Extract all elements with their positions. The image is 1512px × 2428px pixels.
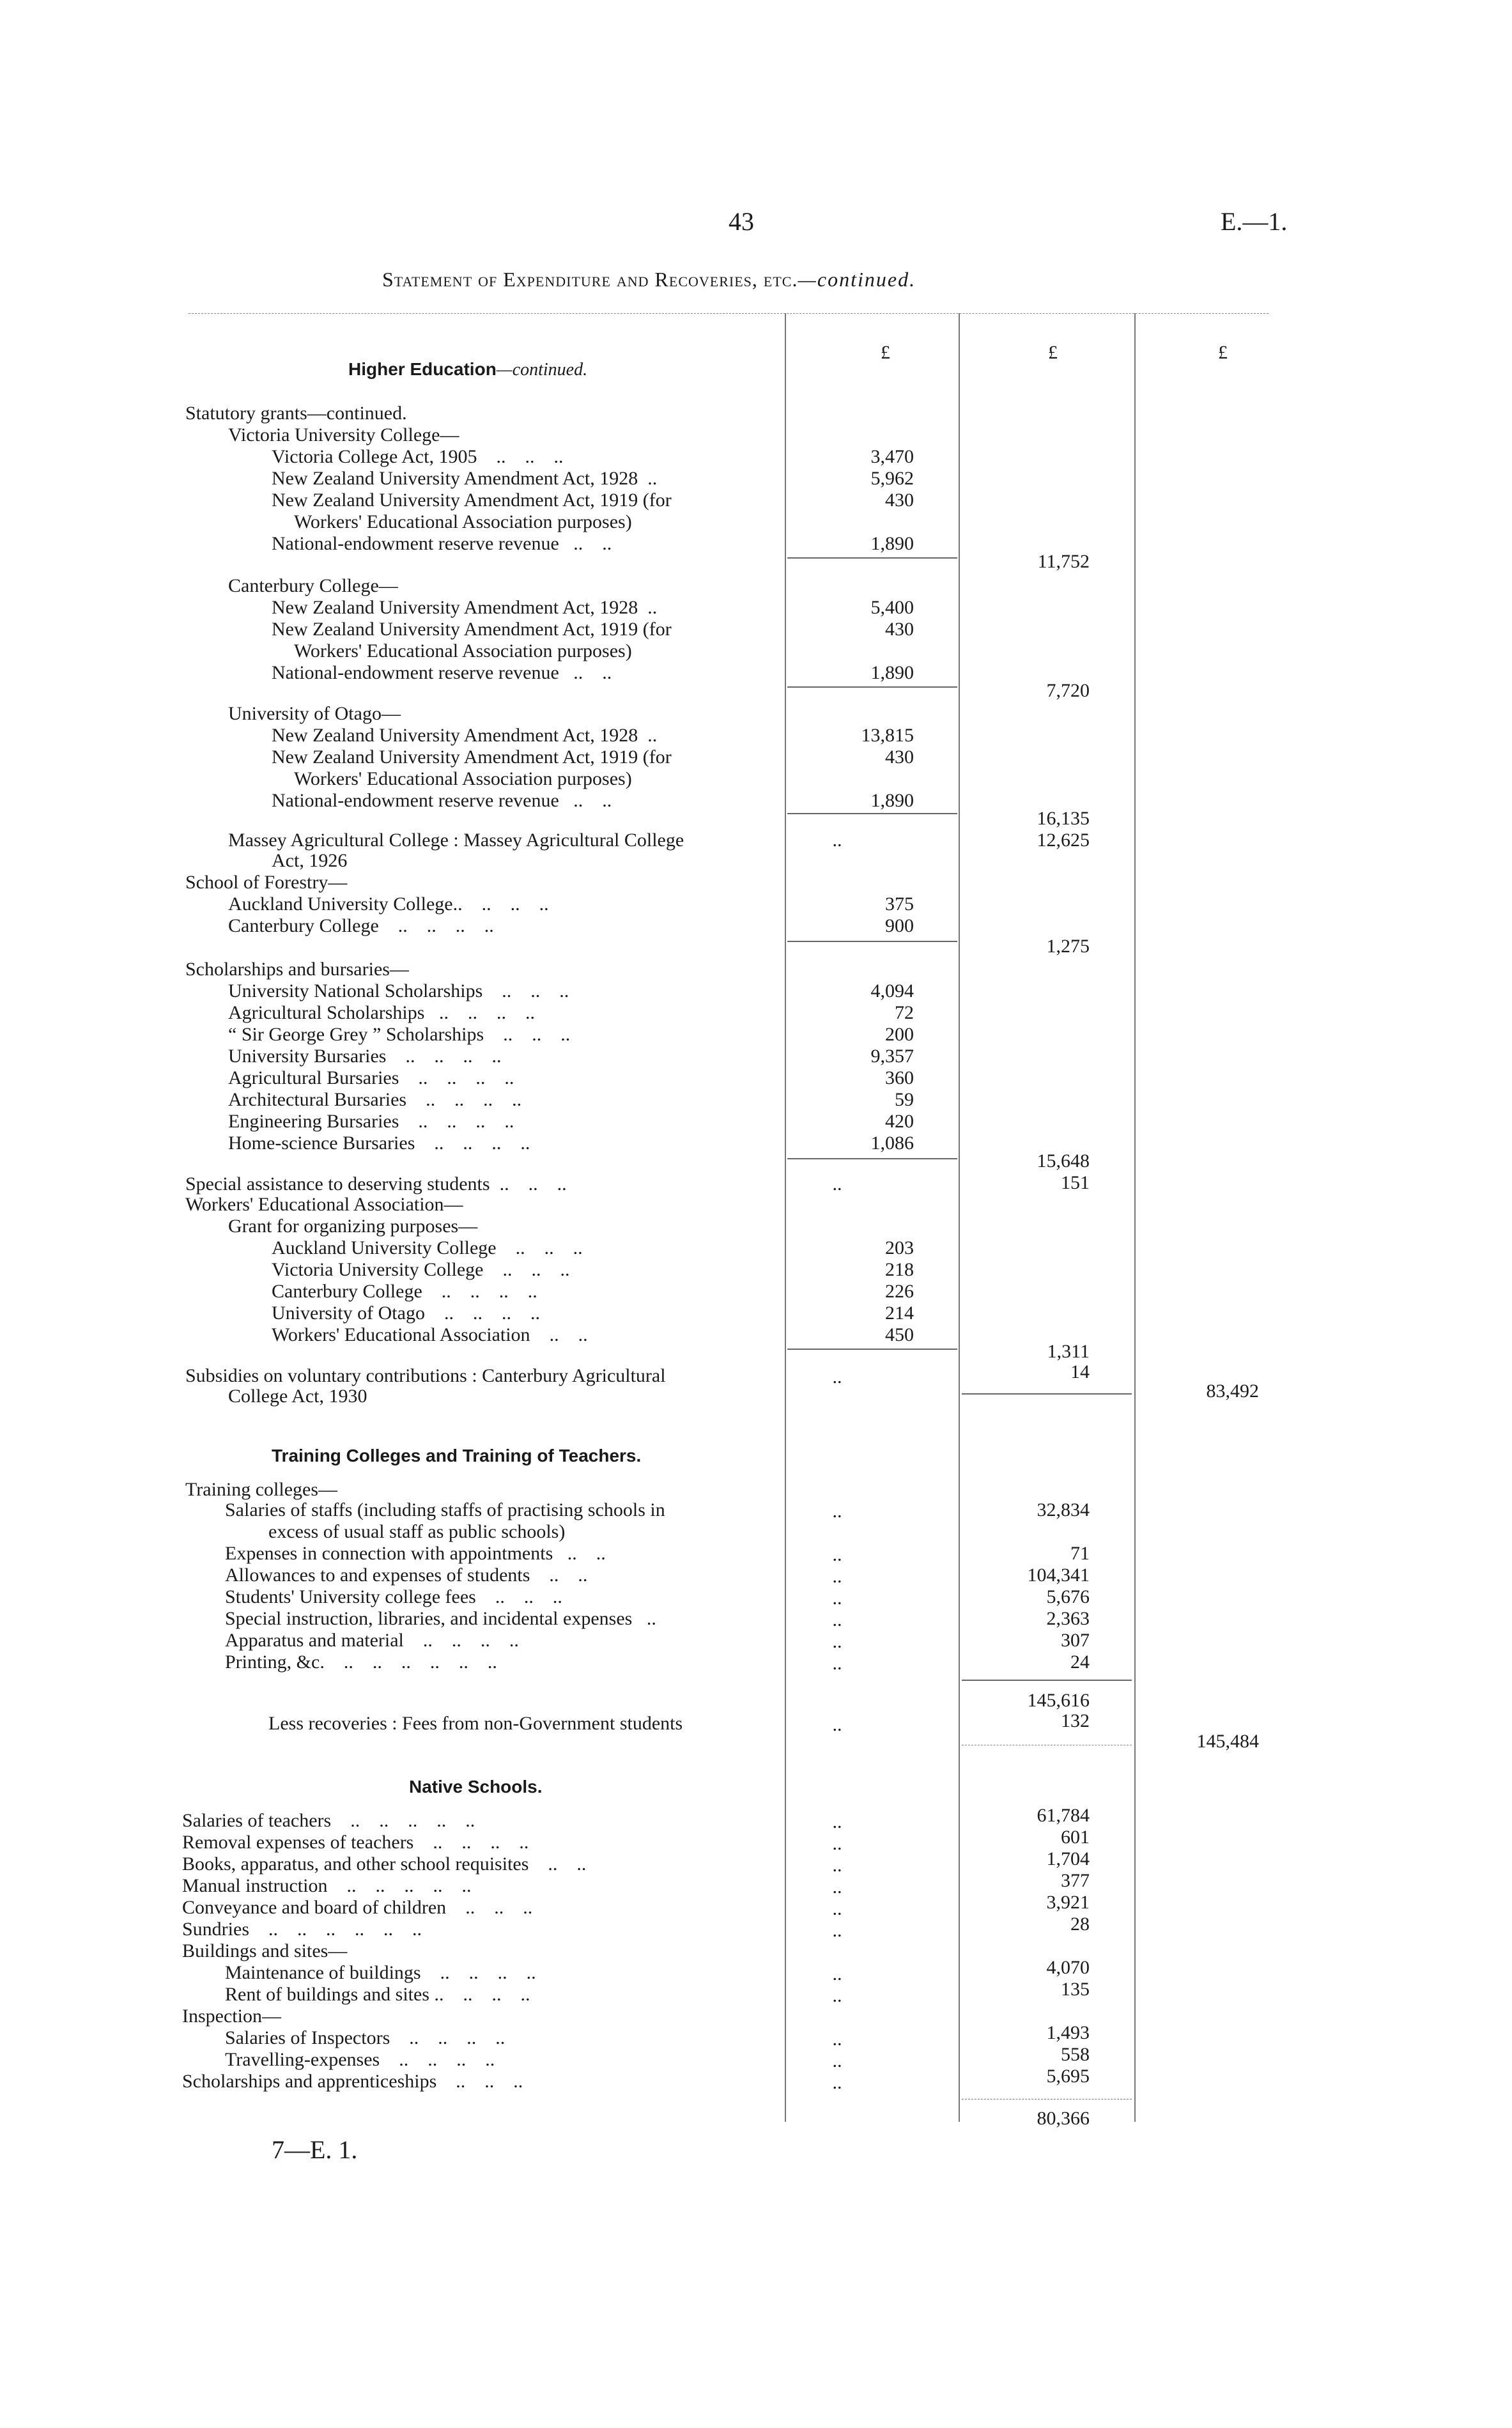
- dot-leader: .. .. .. .. ..: [331, 1810, 475, 1831]
- subtotal-rule: [787, 1158, 957, 1159]
- row-text: Special assistance to deserving students: [185, 1173, 490, 1195]
- special-assistance-col1: ..: [832, 1173, 842, 1195]
- row-label: [228, 1067, 514, 1089]
- row-value: 377: [1061, 1870, 1090, 1891]
- row-text: Rent of buildings and sites ..: [225, 1984, 444, 2005]
- row-value: 9,357: [870, 1046, 914, 1067]
- victoria-label: Victoria University College—: [228, 424, 459, 445]
- row-label: [272, 790, 612, 812]
- row-text: Agricultural Bursaries: [228, 1067, 399, 1088]
- higher-education-heading: [348, 359, 587, 380]
- massey-value: 12,625: [1037, 830, 1090, 851]
- row-label: [225, 1984, 530, 2006]
- row-value: 1,890: [870, 790, 914, 811]
- row-col1: ..: [832, 1566, 842, 1587]
- row-value: 5,676: [1046, 1586, 1090, 1607]
- row-value: 2,363: [1046, 1608, 1090, 1629]
- row-text: University National Scholarships: [228, 980, 483, 1001]
- row-label: [228, 980, 569, 1002]
- inspection-label: Inspection—: [182, 2006, 281, 2027]
- native-scholarships-label: [182, 2071, 523, 2092]
- native-scholarships-col1: ..: [832, 2072, 842, 2093]
- row-text: Salaries of teachers: [182, 1810, 332, 1831]
- row-value: 214: [885, 1303, 914, 1324]
- row-value: 135: [1061, 1979, 1090, 2000]
- row-value: 59: [895, 1089, 914, 1110]
- dot-leader: .. .. .. ..: [420, 1962, 536, 1983]
- row-label: [225, 2049, 495, 2071]
- row-value: 420: [885, 1111, 914, 1132]
- row-value: 1,890: [870, 662, 914, 683]
- signature-mark: 7—E. 1.: [272, 2135, 358, 2164]
- higher-education-total: 83,492: [1206, 1380, 1259, 1402]
- row-text: Scholarships and apprenticeships: [182, 2071, 437, 2092]
- row-label: [272, 597, 657, 619]
- subtotal-rule: [962, 1680, 1132, 1681]
- dot-leader: .. .. ..: [483, 1259, 570, 1280]
- scholarships-subtotal: 15,648: [1037, 1150, 1090, 1171]
- wea-label: Workers' Educational Association—: [185, 1194, 463, 1215]
- row-value: 601: [1061, 1827, 1090, 1848]
- row-text: Maintenance of buildings: [225, 1962, 421, 1983]
- dot-leader: .. ..: [553, 1543, 606, 1564]
- higher-education-heading-suffix: —continued.: [496, 360, 588, 380]
- dot-leader: .. .. ..: [444, 1984, 530, 2005]
- row-text: Books, apparatus, and other school requisites: [182, 1853, 529, 1875]
- subsidies-value: 14: [1070, 1361, 1090, 1382]
- row-value: 558: [1061, 2044, 1090, 2065]
- training-colleges-label: Training colleges—: [185, 1479, 338, 1500]
- row-col1: ..: [832, 1653, 842, 1674]
- row-text: National-endowment reserve revenue: [272, 790, 559, 811]
- row-text: Victoria University College: [272, 1259, 484, 1280]
- row-text: New Zealand University Amendment Act, 1928: [272, 597, 638, 618]
- row-label-continued: Workers' Educational Association purposes): [294, 768, 632, 789]
- row-col1: ..: [832, 1876, 842, 1898]
- row-col1: ..: [832, 1544, 842, 1565]
- row-value: 13,815: [861, 725, 914, 746]
- row-label-continued: Workers' Educational Association purposes): [294, 640, 632, 661]
- row-col1: ..: [832, 1833, 842, 1854]
- massey-label-continued: Act, 1926: [272, 850, 348, 871]
- row-label: [228, 1133, 530, 1154]
- row-label: [228, 1046, 501, 1067]
- row-text: Apparatus and material: [225, 1630, 404, 1651]
- row-col1: ..: [832, 1588, 842, 1609]
- buildings-label: Buildings and sites—: [182, 1940, 348, 1961]
- dot-leader: .. .. .. ..: [390, 2027, 505, 2048]
- dot-leader: .. .. .. ..: [413, 1832, 529, 1853]
- dot-leader: .. .. .. ..: [399, 1067, 514, 1088]
- row-label: [182, 1832, 528, 1853]
- row-text: Engineering Bursaries: [228, 1111, 399, 1132]
- row-text: Auckland University College: [272, 1237, 497, 1258]
- dot-leader: .. .. ..: [462, 893, 549, 915]
- training-salaries-col1: ..: [832, 1501, 842, 1522]
- row-label: New Zealand University Amendment Act, 1919 (for: [272, 490, 672, 511]
- higher-education-heading-text: Higher Education: [348, 359, 497, 379]
- row-label: [182, 1897, 532, 1919]
- row-label: [225, 1962, 536, 1984]
- dot-leader: .. .. .. ..: [403, 1630, 519, 1651]
- canterbury-label: Canterbury College—: [228, 575, 398, 596]
- dot-leader: .. ..: [559, 662, 612, 683]
- dot-leader: .. .. .. ..: [386, 1046, 502, 1067]
- subtotal-rule: [787, 813, 957, 814]
- special-assistance-label: [185, 1173, 567, 1195]
- row-col1: ..: [832, 1855, 842, 1876]
- column-3-rule: [1134, 313, 1136, 2122]
- row-value: 3,470: [870, 446, 914, 467]
- row-text: Victoria College Act, 1905: [272, 446, 477, 467]
- row-label: [225, 1543, 606, 1565]
- row-value: 375: [885, 893, 914, 915]
- dot-leader: ..: [638, 468, 658, 489]
- row-col1: ..: [832, 1963, 842, 1984]
- row-value: 360: [885, 1067, 914, 1088]
- dot-leader: .. .. .. ..: [424, 1303, 540, 1324]
- row-label: [228, 1111, 514, 1133]
- dot-leader: .. .. .. ..: [406, 1089, 522, 1110]
- dot-leader: .. .. ..: [475, 1586, 562, 1607]
- row-label: [272, 1259, 569, 1281]
- training-heading: Training Colleges and Training of Teachers.: [272, 1446, 642, 1465]
- row-label: New Zealand University Amendment Act, 1919 (for: [272, 746, 672, 768]
- row-value: 72: [895, 1002, 914, 1023]
- row-text: Architectural Bursaries: [228, 1089, 407, 1110]
- row-value: 4,094: [870, 980, 914, 1001]
- dot-leader: .. .. ..: [436, 2071, 523, 2092]
- dot-leader: ..: [638, 725, 658, 746]
- row-text: National-endowment reserve revenue: [272, 533, 559, 554]
- subsidies-col1: ..: [832, 1366, 842, 1388]
- subtotal-rule: [787, 1349, 957, 1350]
- row-value: 450: [885, 1324, 914, 1345]
- training-less-recoveries: Less recoveries : Fees from non-Government students: [268, 1713, 683, 1734]
- row-label: [272, 468, 657, 490]
- row-value: 104,341: [1027, 1565, 1090, 1586]
- dot-leader: .. .. .. ..: [378, 915, 494, 936]
- massey-col1: ..: [832, 830, 842, 851]
- otago-subtotal: 16,135: [1037, 808, 1090, 829]
- row-text: Printing, &c.: [225, 1651, 325, 1673]
- row-text: New Zealand University Amendment Act, 1928: [272, 725, 638, 746]
- dot-leader: .. .. ..: [496, 1237, 583, 1258]
- row-label: [182, 1853, 586, 1875]
- training-gross: 145,616: [1027, 1690, 1090, 1711]
- training-total: 145,484: [1196, 1731, 1259, 1752]
- massey-label: Massey Agricultural College : Massey Agricultural College: [228, 830, 684, 851]
- row-value: 5,962: [870, 468, 914, 489]
- row-text: Sundries: [182, 1919, 249, 1940]
- row-text: University of Otago: [272, 1303, 425, 1324]
- row-value: 24: [1070, 1651, 1090, 1673]
- statement-title: [382, 268, 916, 290]
- row-col1: ..: [832, 1631, 842, 1652]
- row-label: [272, 1324, 588, 1346]
- row-value: 900: [885, 915, 914, 936]
- row-label: [272, 1303, 540, 1324]
- training-salaries-label-continued: excess of usual staff as public schools): [268, 1521, 566, 1542]
- subsidies-label-continued: College Act, 1930: [228, 1386, 367, 1407]
- row-label: [272, 533, 612, 555]
- statutory-grants-label: Statutory grants—continued.: [185, 403, 407, 424]
- row-value: 71: [1070, 1543, 1090, 1564]
- row-text: Travelling-expenses: [225, 2049, 380, 2070]
- row-value: 307: [1061, 1630, 1090, 1651]
- row-col1: ..: [832, 2050, 842, 2071]
- subtotal-rule: [787, 941, 957, 942]
- row-text: Special instruction, libraries, and incidental expenses: [225, 1608, 633, 1629]
- row-label: [272, 1237, 583, 1259]
- row-value: 4,070: [1046, 1957, 1090, 1978]
- statement-title-suffix: —continued.: [798, 268, 916, 291]
- row-col1: ..: [832, 1609, 842, 1630]
- row-label: [272, 662, 612, 684]
- dot-leader: .. .. .. ..: [415, 1133, 530, 1154]
- row-value: 430: [885, 619, 914, 640]
- training-less-value: 132: [1061, 1710, 1090, 1731]
- dot-leader: .. ..: [530, 1565, 588, 1586]
- page-number: 43: [729, 207, 754, 236]
- scholarships-label: Scholarships and bursaries—: [185, 959, 409, 980]
- row-col1: ..: [832, 2029, 842, 2050]
- native-total: 80,366: [1037, 2108, 1090, 2129]
- row-text: Allowances to and expenses of students: [225, 1565, 530, 1586]
- forestry-subtotal: 1,275: [1046, 936, 1090, 957]
- dot-leader: .. .. .. ..: [380, 2049, 495, 2070]
- column-2-rule: [959, 313, 960, 2122]
- row-label: [225, 1630, 519, 1651]
- dot-leader: .. .. ..: [446, 1897, 533, 1918]
- row-label: [182, 1919, 422, 1940]
- row-label: [228, 893, 549, 915]
- row-value: 1,086: [870, 1133, 914, 1154]
- row-col1: ..: [832, 1985, 842, 2006]
- column-2-currency: £: [1048, 342, 1058, 363]
- section-total-rule: [962, 1393, 1132, 1395]
- row-text: Auckland University College..: [228, 893, 463, 915]
- dot-leader: .. ..: [530, 1324, 588, 1345]
- column-3-currency: £: [1218, 342, 1228, 363]
- row-value: 5,400: [870, 597, 914, 618]
- dot-leader: .. .. .. ..: [422, 1281, 537, 1302]
- special-assistance-value: 151: [1061, 1172, 1090, 1193]
- training-less-col1: ..: [832, 1714, 842, 1735]
- row-text: Canterbury College: [228, 915, 379, 936]
- row-value: 28: [1070, 1914, 1090, 1935]
- row-label: [225, 1586, 562, 1608]
- dot-leader: .. .. ..: [490, 1173, 567, 1195]
- row-text: National-endowment reserve revenue: [272, 662, 559, 683]
- wea-subtotal: 1,311: [1047, 1341, 1090, 1362]
- canterbury-subtotal: 7,720: [1046, 680, 1090, 701]
- dot-leader: .. .. .. .. .. ..: [249, 1919, 422, 1940]
- dot-leader: .. ..: [559, 790, 612, 811]
- row-label: [182, 1875, 471, 1897]
- row-text: University Bursaries: [228, 1046, 387, 1067]
- row-label: [228, 1089, 521, 1111]
- forestry-label: School of Forestry—: [185, 872, 348, 893]
- subsidies-label: Subsidies on voluntary contributions : Canterbury Agricultural: [185, 1365, 666, 1386]
- subtotal-rule: [787, 686, 957, 688]
- row-value: 1,704: [1046, 1848, 1090, 1869]
- native-scholarships-value: 5,695: [1046, 2066, 1090, 2087]
- row-text: Manual instruction: [182, 1875, 328, 1896]
- dot-leader: .. .. .. ..: [399, 1111, 514, 1132]
- row-text: Workers' Educational Association: [272, 1324, 530, 1345]
- dot-leader: ..: [638, 597, 658, 618]
- victoria-subtotal: 11,752: [1037, 551, 1090, 572]
- native-schools-heading: Native Schools.: [409, 1777, 543, 1797]
- row-text: “ Sir George Grey ” Scholarships: [228, 1024, 484, 1045]
- row-text: Students' University college fees: [225, 1586, 476, 1607]
- row-value: 1,890: [870, 533, 914, 554]
- row-label: [272, 446, 563, 468]
- dot-leader: .. .. .. ..: [424, 1002, 535, 1023]
- row-text: Expenses in connection with appointments: [225, 1543, 553, 1564]
- row-value: 203: [885, 1237, 914, 1258]
- otago-label: University of Otago—: [228, 703, 401, 724]
- row-value: 430: [885, 490, 914, 511]
- dot-leader: .. .. ..: [477, 446, 564, 467]
- row-col1: ..: [832, 1920, 842, 1941]
- dot-leader: .. .. ..: [484, 1024, 571, 1045]
- row-label: [228, 1024, 570, 1046]
- row-col1: ..: [832, 1898, 842, 1919]
- column-1-rule: [785, 313, 786, 2122]
- row-text: Agricultural Scholarships: [228, 1002, 425, 1023]
- row-col1: ..: [832, 1811, 842, 1832]
- row-value: 61,784: [1037, 1805, 1090, 1826]
- row-text: New Zealand University Amendment Act, 1928: [272, 468, 638, 489]
- row-label: [272, 725, 657, 746]
- row-text: Conveyance and board of children: [182, 1897, 447, 1918]
- column-1-currency: £: [881, 342, 890, 363]
- row-label: New Zealand University Amendment Act, 1919 (for: [272, 619, 672, 640]
- row-label-continued: Workers' Educational Association purposes): [294, 511, 632, 532]
- subtotal-rule: [787, 557, 957, 559]
- row-text: Salaries of Inspectors: [225, 2027, 390, 2048]
- row-label: [182, 1810, 475, 1832]
- row-value: 226: [885, 1281, 914, 1302]
- dot-leader: .. ..: [559, 533, 612, 554]
- row-label: [225, 1565, 587, 1586]
- row-text: Canterbury College: [272, 1281, 422, 1302]
- row-value: 200: [885, 1024, 914, 1045]
- row-value: 430: [885, 746, 914, 768]
- header-rule: [189, 313, 1269, 314]
- dot-leader: ..: [632, 1608, 656, 1629]
- row-label: [228, 1002, 535, 1024]
- row-text: Home-science Bursaries: [228, 1133, 415, 1154]
- row-label: [225, 1608, 656, 1630]
- statement-title-text: Statement of Expenditure and Recoveries, etc.: [382, 268, 798, 291]
- wea-sublabel: Grant for organizing purposes—: [228, 1216, 478, 1237]
- row-value: 1,493: [1046, 2022, 1090, 2043]
- row-label: [228, 915, 494, 937]
- dot-leader: .. .. .. .. .. ..: [324, 1651, 497, 1673]
- row-value: 218: [885, 1259, 914, 1280]
- document-reference: E.—1.: [1221, 207, 1288, 236]
- dot-leader: .. .. ..: [482, 980, 569, 1001]
- row-text: Removal expenses of teachers: [182, 1832, 414, 1853]
- training-salaries-label: Salaries of staffs (including staffs of practising schools in: [225, 1499, 665, 1520]
- dot-leader: .. ..: [528, 1853, 587, 1875]
- dot-leader: .. .. .. .. ..: [327, 1875, 472, 1896]
- row-label: [272, 1281, 537, 1303]
- row-value: 3,921: [1046, 1892, 1090, 1913]
- row-label: [225, 1651, 497, 1673]
- row-label: [225, 2027, 505, 2049]
- training-salaries-value: 32,834: [1037, 1499, 1090, 1520]
